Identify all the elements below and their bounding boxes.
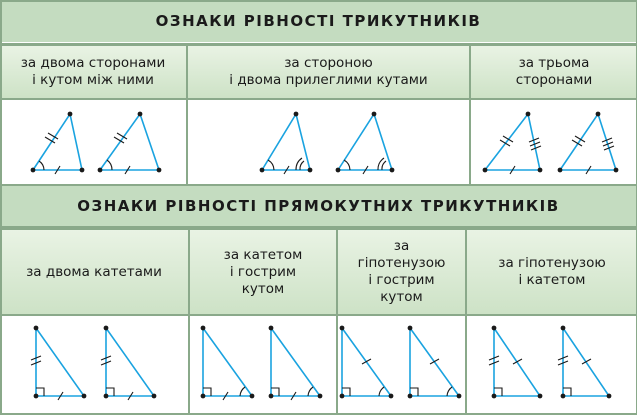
s2-header-leg-angle: [190, 230, 336, 314]
vrule-s1-b: [469, 46, 471, 184]
s1-header-sas: [0, 46, 186, 98]
section1-title-text: ОЗНАКИ РІВНОСТІ ТРИКУТНИКІВ: [155, 12, 482, 30]
rule-3: [0, 184, 637, 186]
vrule-s2-b: [336, 230, 338, 415]
s2-header-hyp-leg-label: за гіпотенузою і катетом: [498, 255, 606, 288]
s2-header-leg-angle-label: за катетом і гострим кутом: [223, 246, 303, 297]
rule-1: [0, 43, 637, 46]
vrule-left: [0, 0, 2, 415]
s1-header-sss: [471, 46, 637, 98]
leg-angle-triangle-2: [271, 328, 320, 396]
s2-header-legs: [0, 230, 188, 314]
s1-figure-row: [0, 100, 637, 184]
s2-figure-row: [0, 316, 637, 415]
vrule-s1-a: [186, 46, 188, 184]
s2-header-legs-label: за двома катетами: [26, 263, 162, 280]
rule-4: [0, 226, 637, 230]
vrule-s2-a: [188, 230, 190, 415]
section1-title: [0, 0, 637, 42]
legs-triangle-1: [36, 328, 84, 396]
rule-top: [0, 0, 637, 2]
s2-header-hyp-angle: [338, 230, 465, 314]
legs-triangle-2: [106, 328, 154, 396]
sss-triangle-2: [560, 114, 616, 170]
s1-figures-svg: [0, 100, 637, 184]
s1-header-sas-label: за двома сторонами і кутом між ними: [20, 55, 166, 88]
leg-angle-triangle-1: [203, 328, 252, 396]
s2-header-hyp-leg: [467, 230, 637, 314]
rule-2: [0, 98, 637, 100]
s2-figures-svg: [0, 316, 637, 415]
section2-title-text: ОЗНАКИ РІВНОСТІ ПРЯМОКУТНИХ ТРИКУТНИКІВ: [77, 197, 560, 215]
s1-header-asa: [188, 46, 469, 98]
vrule-s2-c: [465, 230, 467, 415]
s2-header-hyp-angle-label: за гіпотенузою і гострим кутом: [357, 238, 446, 305]
rule-5: [0, 314, 637, 316]
s1-header-asa-label: за стороною і двома прилеглими кутами: [229, 55, 428, 88]
s1-header-sss-label: за трьома сторонами: [515, 55, 593, 88]
section2-title: [0, 186, 637, 226]
